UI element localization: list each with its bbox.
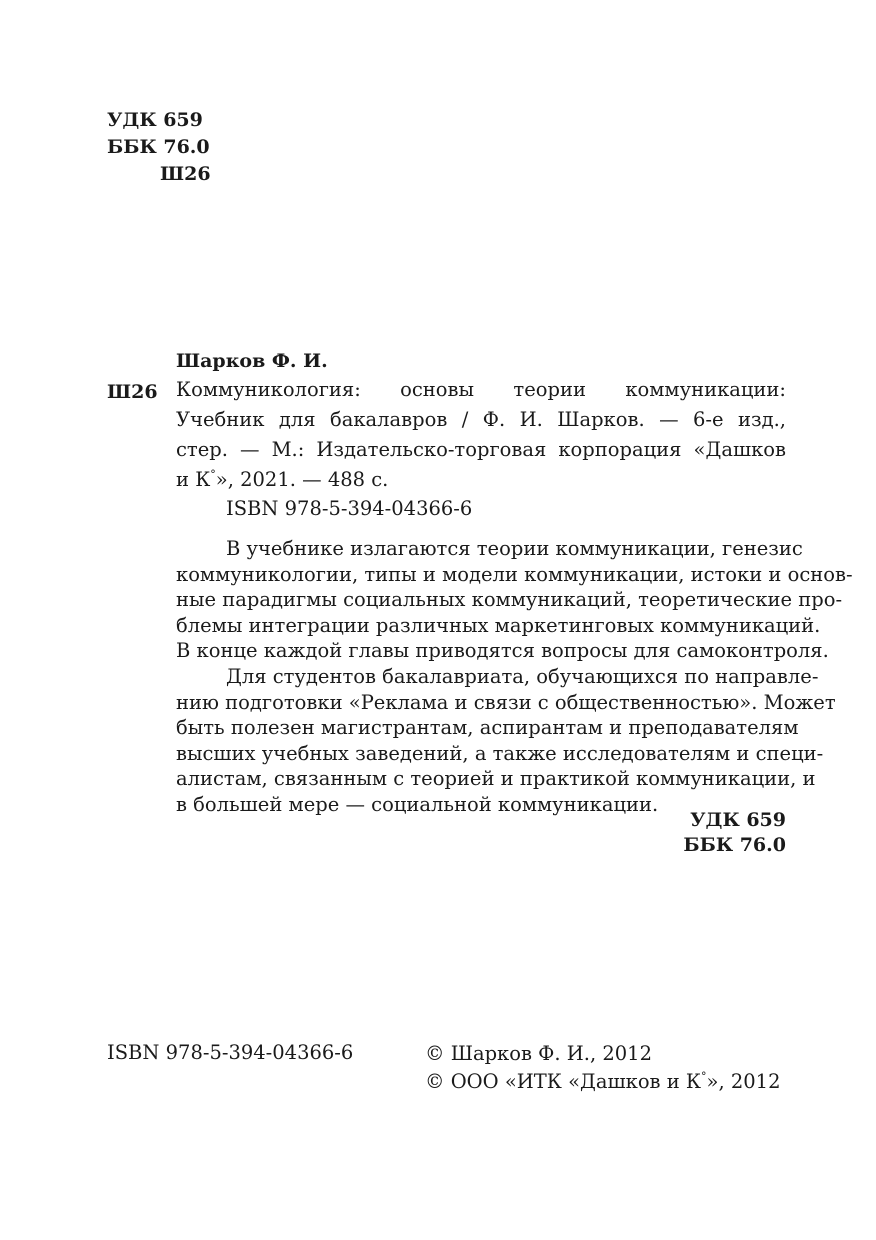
bib-line: Коммуникология: основы теории коммуникации: [176,378,786,401]
abstract-line: высших учебных заведений, а также исследователям и специ- [176,741,824,765]
abstract-line: В конце каждой главы приводятся вопросы для самоконтроля. [176,639,829,663]
abstract-line: В учебнике излагаются теории коммуникации, генезис [226,537,803,560]
copyright-author: © Шарков Ф. И., 2012 [425,1042,652,1065]
header-bbk-code: ББК 76.0 [107,136,210,158]
imprint-isbn: ISBN 978-5-394-04366-6 [107,1041,354,1064]
abstract [176,536,853,818]
bib-line-part: и К [176,468,211,491]
footer-classification-codes [683,808,786,858]
record-isbn: ISBN 978-5-394-04366-6 [226,497,473,520]
bib-line: Учебник для бакалавров / Ф. И. Шарков. — 6-е изд., [176,408,786,431]
bib-line-part: », 2021. — 488 с. [215,468,389,491]
header-author-code: Ш26 [160,163,211,185]
footer-udk-code: УДК 659 [690,809,786,831]
abstract-line: Для студентов бакалавриата, обучающихся по направле- [226,664,819,688]
copyright-block [425,1040,781,1096]
copyright-publisher-prefix: © ООО «ИТК «Дашков и К [425,1070,702,1093]
bib-line-last [176,465,786,495]
header-udk-code: УДК 659 [107,109,203,131]
abstract-line: ные парадигмы социальных коммуникаций, теоретические про- [176,588,843,612]
copyright-publisher-suffix: », 2012 [706,1070,781,1093]
degree-mark: ° [210,468,216,481]
abstract-line: быть полезен магистрантам, аспирантам и преподавателям [176,716,799,740]
record-author: Шарков Ф. И. [176,350,328,372]
abstract-line: блемы интеграции различных маркетинговых коммуникаций. [176,613,821,637]
abstract-line: в большей мере — социальной коммуникации. [176,792,659,816]
header-classification-codes [107,107,211,188]
degree-mark: ° [701,1070,707,1083]
bibliographic-description [176,375,786,495]
abstract-line: нию подготовки «Реклама и связи с общественностью». Может [176,690,836,714]
abstract-line: алистам, связанным с теорией и практикой коммуникации, и [176,767,816,791]
copyright-publisher [425,1068,781,1096]
record-side-code: Ш26 [107,381,158,403]
abstract-line: коммуникологии, типы и модели коммуникации, истоки и основ- [176,562,853,586]
bib-line: стер. — М.: Издательско-торговая корпорация «Дашков [176,438,786,461]
footer-bbk-code: ББК 76.0 [683,834,786,856]
